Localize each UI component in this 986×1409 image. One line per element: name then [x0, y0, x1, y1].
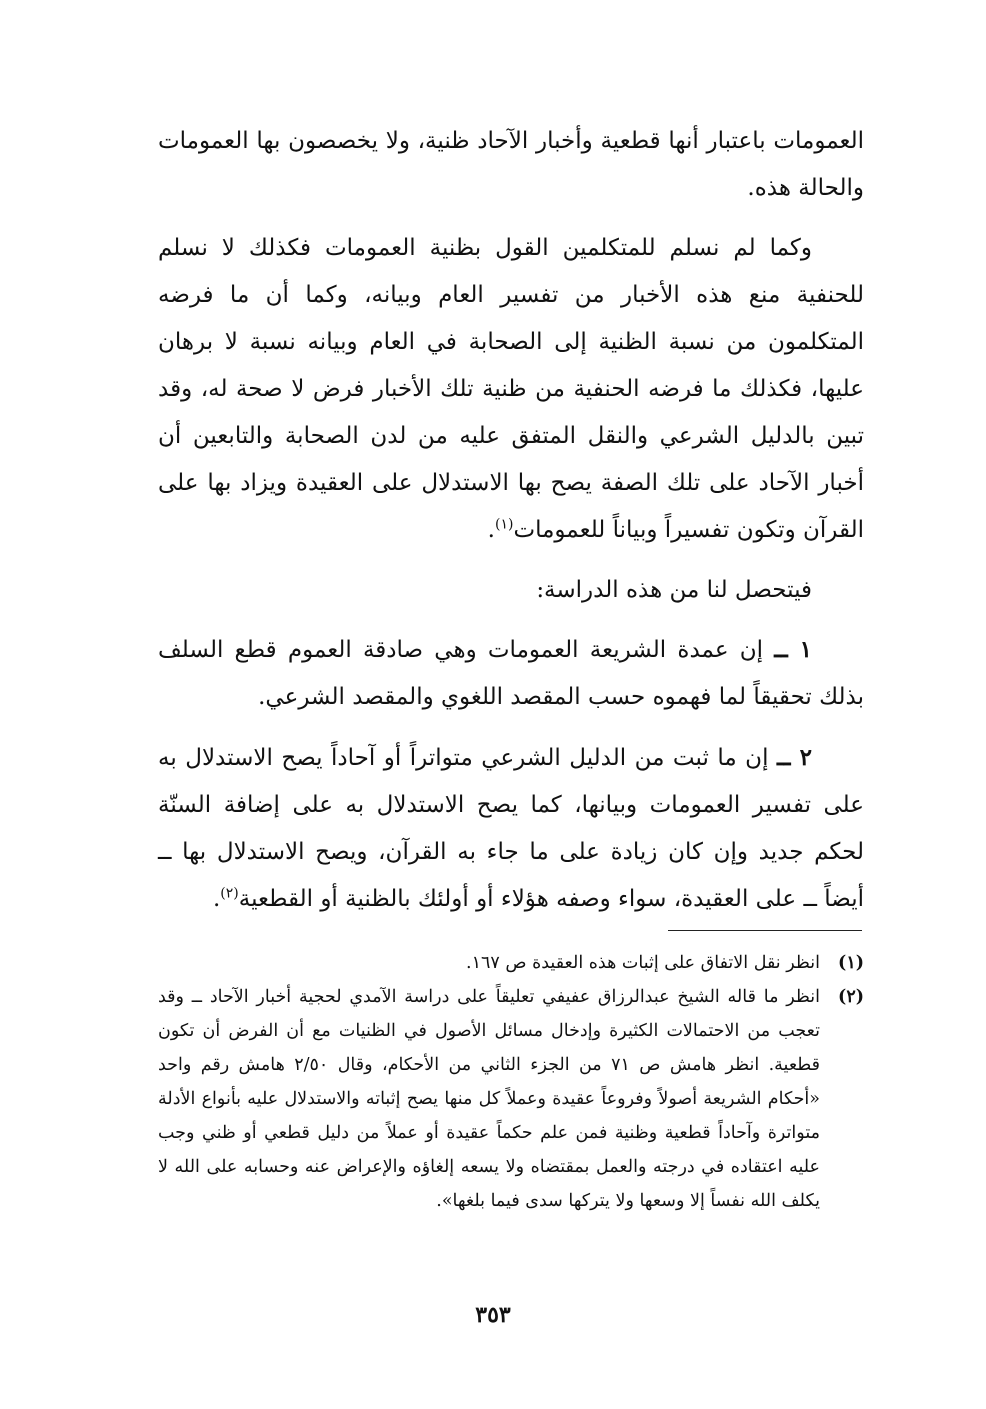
footnote-separator: [668, 930, 862, 931]
footnotes: [158, 946, 864, 1218]
list-item-2: [158, 734, 864, 923]
footnote-ref-1: (١): [494, 516, 514, 533]
page-number: ٣٥٣: [475, 1302, 511, 1328]
paragraph-1: العمومات باعتبار أنها قطعية وأخبار الآحاد ظنية، ولا يخصصون بها العمومات والحالة هذه.: [158, 128, 864, 201]
list-item-2-number: ٢ ــ: [776, 744, 812, 771]
footnote-1: [158, 946, 864, 980]
footnote-text: انظر نقل الاتفاق على إثبات هذه العقيدة ص ١٦٧.: [466, 953, 820, 973]
list-item-1: [158, 626, 864, 721]
summary-intro: فيتحصل لنا من هذه الدراسة:: [536, 577, 812, 603]
paragraph-2-text: وكما لم نسلم للمتكلمين القول بظنية العمومات فكذلك لا نسلم للحنفية منع هذه الأخبار من تفسير العام وبيانه، وكما أن ما فرضه المتكلمون من نسبة الظنية إلى الصحابة في العام وبيانه نسبة لا برهان عليها، فكذلك ما فرضه الحنفية من ظنية تلك الأخبار فرض لا صحة له، وقد تبين بالدليل الشرعي والنقل المتفق عليه من لدن الصحابة والتابعين أن أخبار الآحاد على تلك الصفة يصح بها الاستدلال على العقيدة ويزاد بها على القرآن وتكون تفسيراً وبياناً للعمومات: [158, 235, 864, 543]
list-item-1-number: ١ ــ: [774, 636, 813, 663]
footnote-number: (٢): [838, 987, 864, 1007]
list-item-2-text: إن ما ثبت من الدليل الشرعي متواتراً أو آحاداً يصح الاستدلال به على تفسير العمومات وبيانها، كما يصح الاستدلال به على إضافة السنّة لحكم جديد وإن كان زيادة على ما جاء به القرآن، ويصح الاستدلال بها ــ أيضاً ــ على العقيدة، سواء وصفه هؤلاء أو أولئك بالظنية أو القطعية: [158, 745, 864, 912]
footnote-text: انظر ما قاله الشيخ عبدالرزاق عفيفي تعليقاً على دراسة الآمدي لحجية أخبار الآحاد ــ وقد تعجب من الاحتمالات الكثيرة وإدخال مسائل الأصول في الظنيات مع أن الفرض أن تكون قطعية. انظر هامش ص ٧١ من الجزء الثاني من الأحكام، وقال ٢/٥٠ هامش رقم واحد «أحكام الشريعة أصولاً وفروعاً عقيدة وعملاً كل منها يصح إثباته والاستدلال عليه بأنواع الأدلة متواترة وآحاداً قطعية وظنية فمن علم حكماً عقيدة أو عملاً من دليل قطعي أو ظني وجب عليه اعتقاده في درجته والعمل بمقتضاه ولا يسعه إلغاؤه والإعراض عنه وحسابه على الله لا يكلف الله نفساً إلا وسعها ولا يتركها سدى فيما بلغها».: [158, 987, 820, 1211]
footnote-number: (١): [838, 953, 864, 973]
paragraph-2-end: .: [487, 517, 495, 543]
list-item-1-text: إن عمدة الشريعة العمومات وهي صادقة العموم قطع السلف بذلك تحقيقاً لما فهموه حسب المقصد اللغوي والمقصد الشرعي.: [158, 637, 864, 710]
footnote-2: [158, 980, 864, 1218]
paragraph-2: [158, 225, 864, 554]
list-item-2-end: .: [212, 886, 221, 912]
footnote-ref-2: (٢): [220, 885, 239, 902]
main-text: [158, 118, 864, 936]
